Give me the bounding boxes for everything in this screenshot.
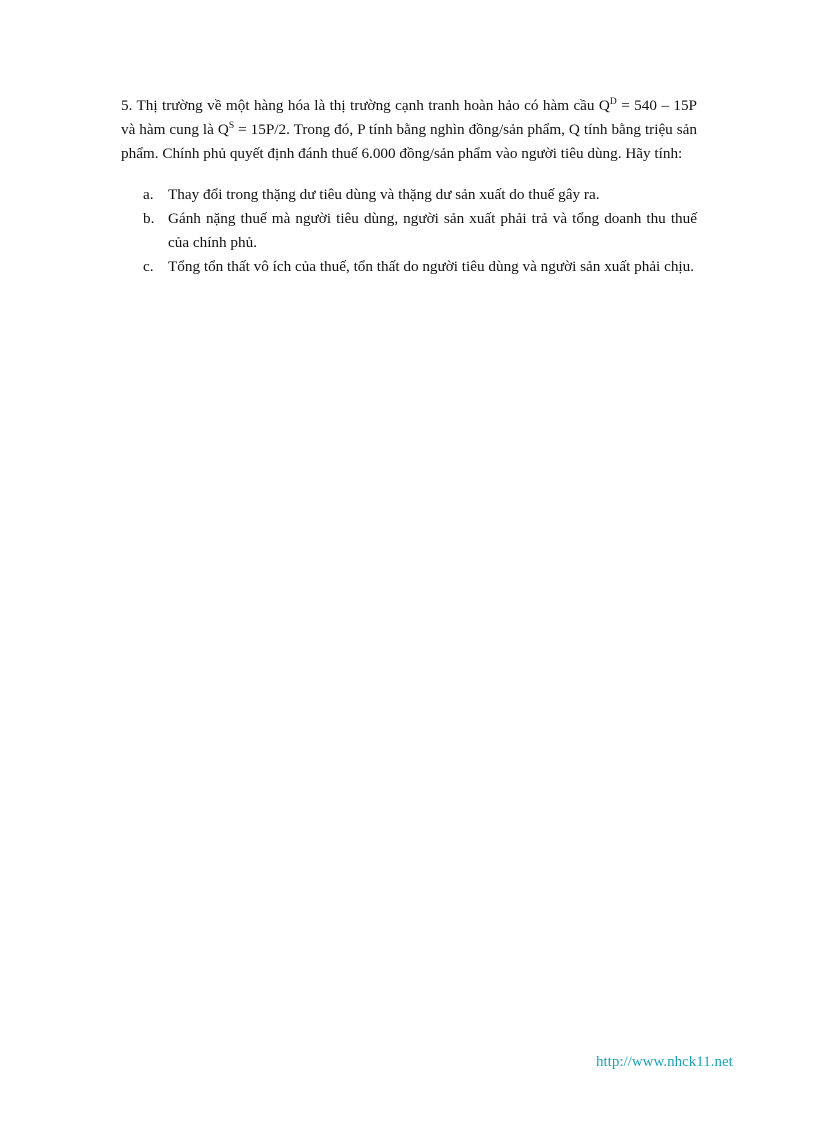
- problem-intro-part-1: 5. Thị trường về một hàng hóa là thị trường cạnh tranh hoàn hảo có hàm cầu Q: [121, 97, 610, 114]
- question-list: [121, 183, 697, 280]
- question-text-c: Tổng tổn thất vô ích của thuế, tổn thất do người tiêu dùng và người sản xuất phải chịu.: [168, 258, 695, 276]
- footer-website-link[interactable]: http://www.nhck11.net: [596, 1054, 733, 1070]
- question-item-a: [121, 183, 697, 207]
- problem-intro-part-2: = 540 – 15P và hàm cung là Q: [121, 97, 697, 139]
- question-item-b: [121, 207, 697, 255]
- question-text-b: Gánh nặng thuế mà người tiêu dùng, người sản xuất phải trả và tổng doanh thu thuế của chính phủ.: [168, 209, 697, 252]
- problem-intro-part-3: = 15P/2. Trong đó, P tính bằng nghìn đồng/sản phẩm, Q tính bằng triệu sản phẩm. Chính phủ quyết định đánh thuế 6.000 đồng/sản phẩm vào người tiêu dùng. Hãy tính:: [121, 121, 697, 163]
- supply-superscript: S: [228, 121, 235, 132]
- problem-5: [121, 94, 697, 279]
- question-marker-a: a.: [143, 185, 154, 203]
- demand-superscript: D: [609, 97, 617, 107]
- question-item-c: [121, 255, 697, 279]
- problem-statement: [121, 94, 697, 167]
- question-text-a: Thay đổi trong thặng dư tiêu dùng và thặng dư sản xuất do thuế gây ra.: [168, 185, 600, 203]
- question-marker-c: c.: [143, 258, 154, 276]
- question-marker-b: b.: [143, 209, 155, 227]
